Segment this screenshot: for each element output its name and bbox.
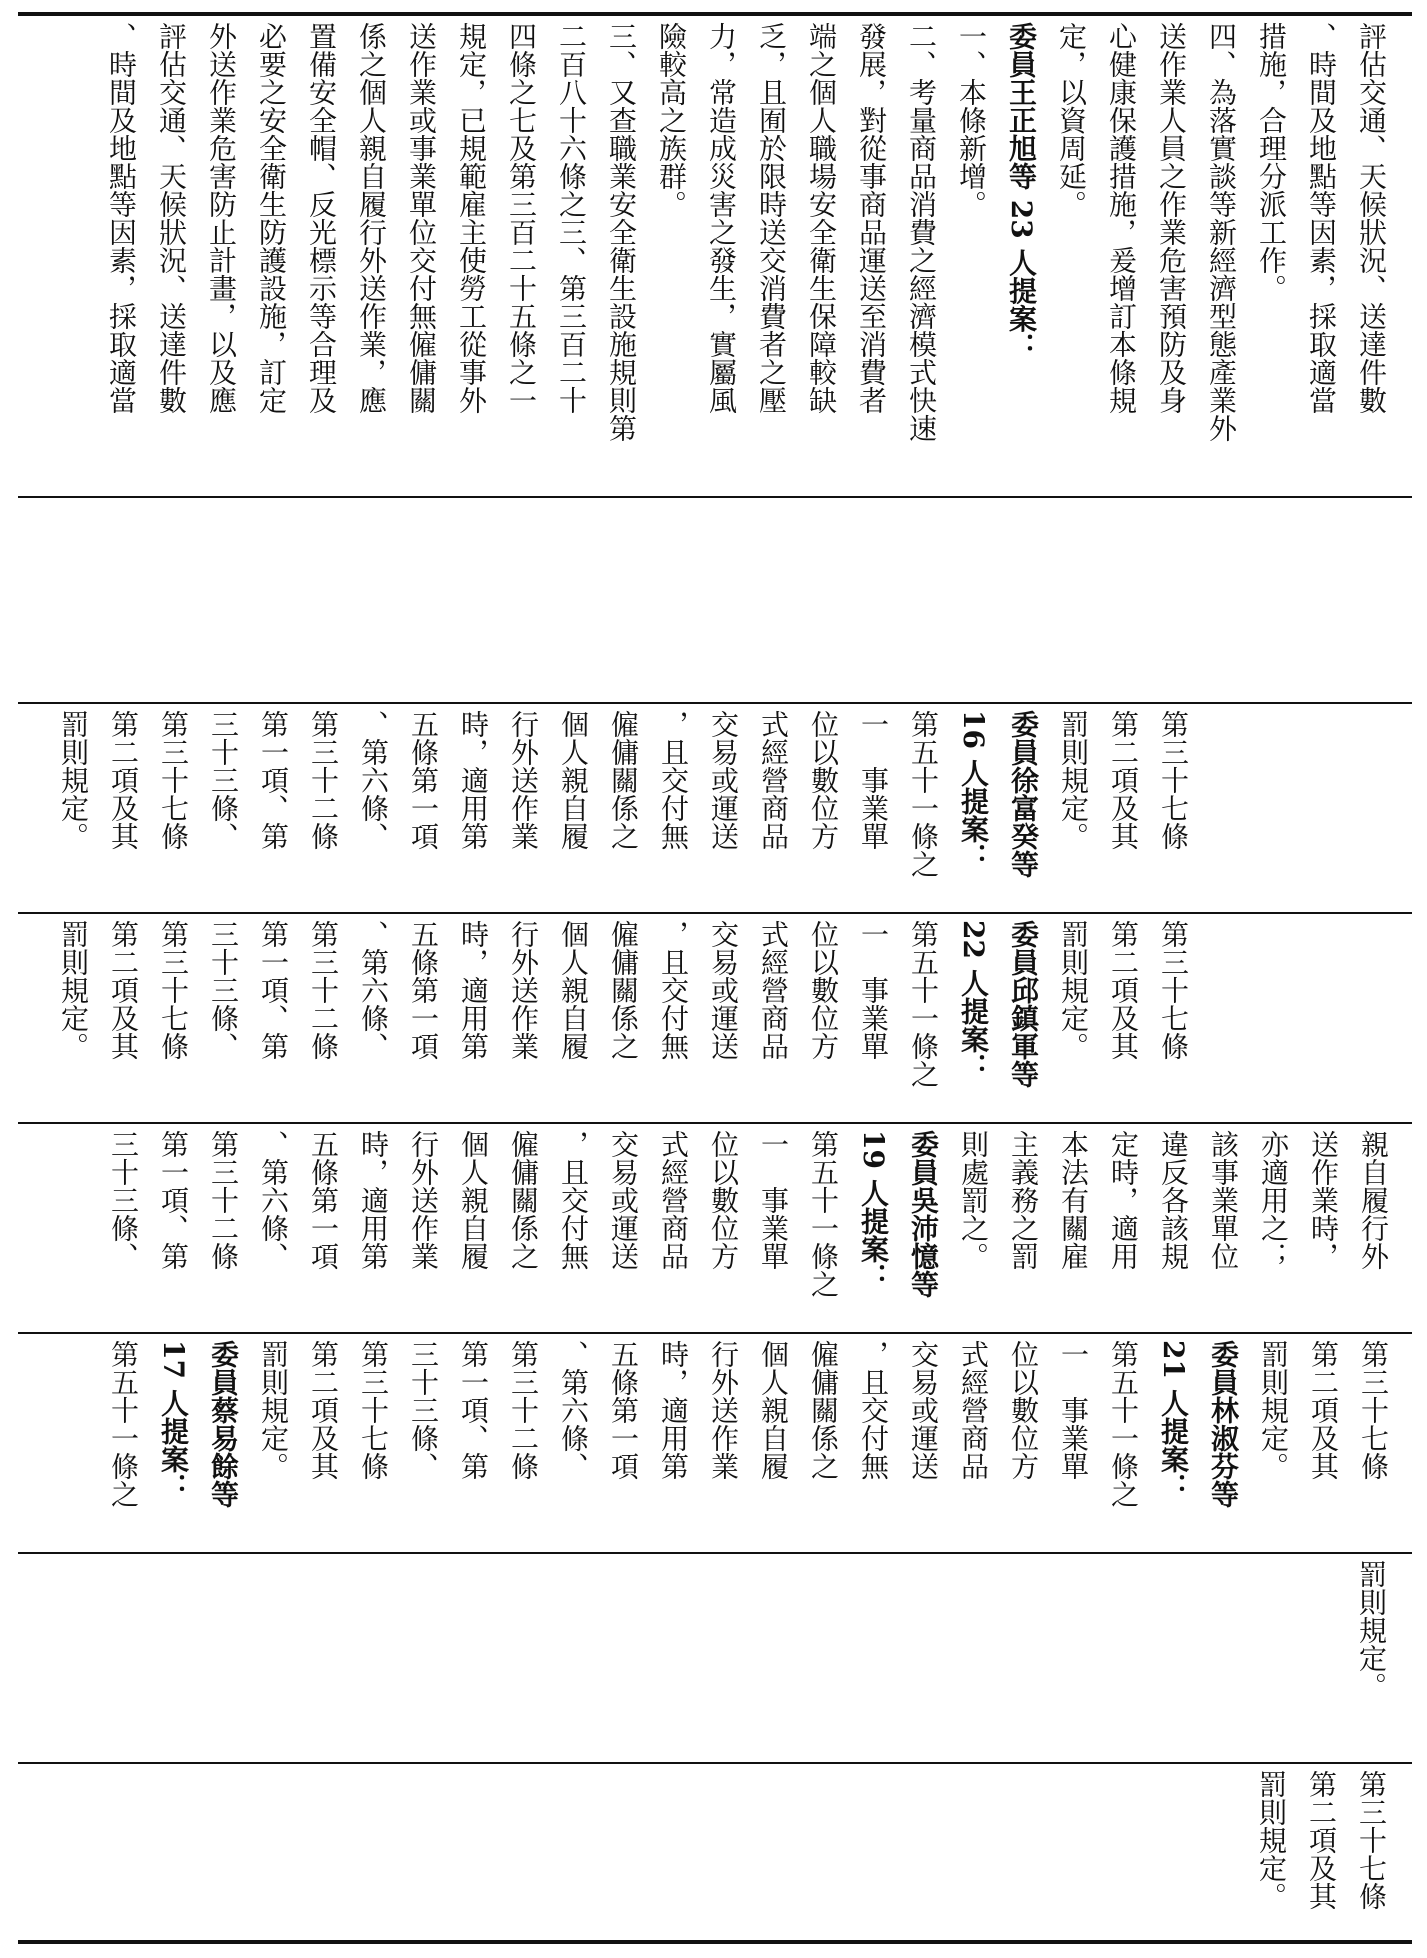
text-line: 五條第一項 bbox=[407, 920, 440, 1060]
text-line: 交易或運送 bbox=[607, 1130, 640, 1270]
text-line: 罰則規定。 bbox=[1255, 1770, 1288, 1910]
text-line: 第三十七條 bbox=[1157, 710, 1190, 850]
text-line: 第五十一條之 bbox=[1107, 1340, 1140, 1508]
text-line: 評估交通、天候狀況、送達件數 bbox=[1355, 22, 1388, 414]
text-line: 式經營商品 bbox=[657, 1130, 690, 1270]
text-line: 第三十七條 bbox=[1355, 1770, 1388, 1910]
text-line: 三十三條、 bbox=[407, 1340, 440, 1480]
text-line: 個人親自履 bbox=[757, 1340, 790, 1480]
text-line: 行外送作業 bbox=[407, 1130, 440, 1270]
text-line: 、時間及地點等因素，採取適當 bbox=[105, 22, 138, 414]
text-line: 僱傭關係之 bbox=[607, 920, 640, 1060]
text-line: 二百八十六條之三、第三百二十 bbox=[555, 22, 588, 414]
text-line: 三、又查職業安全衛生設施規則第 bbox=[605, 22, 638, 442]
text-line: 第三十二條 bbox=[307, 920, 340, 1060]
text-line: 一 事業單 bbox=[857, 920, 890, 1060]
text-line: 評估交通、天候狀況、送達件數 bbox=[155, 22, 188, 414]
text-line: 、第六條、 bbox=[557, 1340, 590, 1480]
text-line: 行外送作業 bbox=[707, 1340, 740, 1480]
table-rule-3 bbox=[18, 912, 1412, 914]
table-rule-2 bbox=[18, 702, 1412, 704]
text-line: 一 事業單 bbox=[757, 1130, 790, 1270]
text-line: 主義務之罰 bbox=[1007, 1130, 1040, 1270]
text-line: 位以數位方 bbox=[807, 710, 840, 850]
text-line: 三十三條、 bbox=[207, 710, 240, 850]
text-line: 五條第一項 bbox=[307, 1130, 340, 1270]
text-line: 第三十七條 bbox=[1157, 920, 1190, 1060]
proposal-column-1 bbox=[0, 710, 1198, 910]
text-line: 位以數位方 bbox=[807, 920, 840, 1060]
text-line: 僱傭關係之 bbox=[607, 710, 640, 850]
text-line: 親自履行外 bbox=[1357, 1130, 1390, 1270]
table-rule-4 bbox=[18, 1122, 1412, 1124]
text-line: 三十三條、 bbox=[207, 920, 240, 1060]
text-line: 發展，對從事商品運送至消費者 bbox=[855, 22, 888, 414]
proposal-heading: 委員蔡易餘等 bbox=[207, 1340, 240, 1508]
text-line: 、第六條、 bbox=[357, 710, 390, 850]
top-cell-text bbox=[0, 22, 1396, 492]
text-line: 第二項及其 bbox=[107, 710, 140, 850]
table-rule-7 bbox=[18, 1762, 1412, 1764]
table-rule-top bbox=[18, 12, 1412, 16]
text-line: ，且交付無 bbox=[657, 920, 690, 1060]
text-line: 端之個人職場安全衛生保障較缺 bbox=[805, 22, 838, 414]
text-line: 罰則規定。 bbox=[1057, 920, 1090, 1060]
proposal-heading: 16 人提案： bbox=[957, 710, 990, 871]
text-line: ，且交付無 bbox=[857, 1340, 890, 1480]
text-line: 個人親自履 bbox=[557, 710, 590, 850]
text-line: 位以數位方 bbox=[1007, 1340, 1040, 1480]
text-line: 時，適用第 bbox=[657, 1340, 690, 1480]
text-line: 第五十一條之 bbox=[807, 1130, 840, 1298]
text-line: 式經營商品 bbox=[757, 920, 790, 1060]
text-line: 四、為落實談等新經濟型態產業外 bbox=[1205, 22, 1238, 442]
text-line: 時，適用第 bbox=[457, 710, 490, 850]
text-line: 罰則規定。 bbox=[1057, 710, 1090, 850]
text-line: 罰則規定。 bbox=[57, 710, 90, 850]
text-line: 送作業或事業單位交付無僱傭關 bbox=[405, 22, 438, 414]
text-line: 第二項及其 bbox=[1305, 1770, 1338, 1910]
table-rule-5 bbox=[18, 1332, 1412, 1334]
proposal-heading: 19 人提案： bbox=[857, 1130, 890, 1291]
table-rule-bottom bbox=[18, 1940, 1412, 1944]
text-line: 則處罰之。 bbox=[957, 1130, 990, 1270]
proposal-column-3 bbox=[0, 1130, 1398, 1330]
text-line: 心健康保護措施，爰增訂本條規 bbox=[1105, 22, 1138, 414]
lower-cell-text bbox=[0, 1560, 1396, 1760]
proposal-column-4 bbox=[0, 1340, 1398, 1550]
text-line: 第二項及其 bbox=[107, 920, 140, 1060]
proposal-heading: 委員王正旭等 23 人提案： bbox=[1005, 22, 1038, 361]
text-line: 第三十七條 bbox=[357, 1340, 390, 1480]
proposal-heading: 委員林淑芬等 bbox=[1207, 1340, 1240, 1508]
text-line: 第一項、第 bbox=[257, 920, 290, 1060]
table-rule-1 bbox=[18, 496, 1412, 498]
bottom-cell-text bbox=[0, 1770, 1396, 1938]
text-line: 第一項、第 bbox=[457, 1340, 490, 1480]
text-line: 措施，合理分派工作。 bbox=[1255, 22, 1288, 302]
text-line: 外送作業危害防止計畫，以及應 bbox=[205, 22, 238, 414]
proposal-heading: 21 人提案： bbox=[1157, 1340, 1190, 1501]
text-line: 本法有關雇 bbox=[1057, 1130, 1090, 1270]
proposal-column-2 bbox=[0, 920, 1198, 1120]
text-line: 一 事業單 bbox=[1057, 1340, 1090, 1480]
text-line: 第三十七條 bbox=[157, 710, 190, 850]
text-line: 定，以資周延。 bbox=[1055, 22, 1088, 218]
text-line: 該事業單位 bbox=[1207, 1130, 1240, 1270]
text-line: 第二項及其 bbox=[1107, 920, 1140, 1060]
text-line: ，且交付無 bbox=[557, 1130, 590, 1270]
text-line: 行外送作業 bbox=[507, 710, 540, 850]
text-line: 個人親自履 bbox=[557, 920, 590, 1060]
text-line: 個人親自履 bbox=[457, 1130, 490, 1270]
text-line: 罰則規定。 bbox=[1257, 1340, 1290, 1480]
text-line: 五條第一項 bbox=[607, 1340, 640, 1480]
text-line: 第五十一條之 bbox=[907, 920, 940, 1088]
text-line: 交易或運送 bbox=[707, 920, 740, 1060]
text-line: 力，常造成災害之發生，實屬風 bbox=[705, 22, 738, 414]
text-line: 罰則規定。 bbox=[1355, 1560, 1388, 1700]
proposal-heading: 22 人提案： bbox=[957, 920, 990, 1081]
proposal-heading: 委員邱鎮軍等 bbox=[1007, 920, 1040, 1088]
proposal-heading: 委員徐富癸等 bbox=[1007, 710, 1040, 878]
text-line: ，且交付無 bbox=[657, 710, 690, 850]
text-line: 係之個人親自履行外送作業，應 bbox=[355, 22, 388, 414]
text-line: 僱傭關係之 bbox=[507, 1130, 540, 1270]
text-line: 第三十二條 bbox=[307, 710, 340, 850]
text-line: 第二項及其 bbox=[1307, 1340, 1340, 1480]
text-line: 第五十一條之 bbox=[107, 1340, 140, 1508]
text-line: 位以數位方 bbox=[707, 1130, 740, 1270]
text-line: 第三十二條 bbox=[207, 1130, 240, 1270]
text-line: 、第六條、 bbox=[257, 1130, 290, 1270]
text-line: 一 事業單 bbox=[857, 710, 890, 850]
text-line: 式經營商品 bbox=[957, 1340, 990, 1480]
text-line: 行外送作業 bbox=[507, 920, 540, 1060]
text-line: 險較高之族群。 bbox=[655, 22, 688, 218]
text-line: 式經營商品 bbox=[757, 710, 790, 850]
text-line: 僱傭關係之 bbox=[807, 1340, 840, 1480]
text-line: 第二項及其 bbox=[307, 1340, 340, 1480]
text-line: 時，適用第 bbox=[457, 920, 490, 1060]
text-line: 一、本條新增。 bbox=[955, 22, 988, 218]
text-line: 定時，適用 bbox=[1107, 1130, 1140, 1270]
text-line: 乏，且囿於限時送交消費者之壓 bbox=[755, 22, 788, 414]
text-line: 第二項及其 bbox=[1107, 710, 1140, 850]
text-line: 第三十二條 bbox=[507, 1340, 540, 1480]
table-rule-6 bbox=[18, 1552, 1412, 1554]
text-line: 二、考量商品消費之經濟模式快速 bbox=[905, 22, 938, 442]
text-line: 交易或運送 bbox=[707, 710, 740, 850]
text-line: 送作業時， bbox=[1307, 1130, 1340, 1270]
text-line: 四條之七及第三百二十五條之一 bbox=[505, 22, 538, 414]
text-line: 五條第一項 bbox=[407, 710, 440, 850]
text-line: 第一項、第 bbox=[157, 1130, 190, 1270]
text-line: 第五十一條之 bbox=[907, 710, 940, 878]
text-line: 、時間及地點等因素，採取適當 bbox=[1305, 22, 1338, 414]
text-line: 亦適用之； bbox=[1257, 1130, 1290, 1270]
text-line: 罰則規定。 bbox=[257, 1340, 290, 1480]
text-line: 置備安全帽、反光標示等合理及 bbox=[305, 22, 338, 414]
text-line: 第三十七條 bbox=[1357, 1340, 1390, 1480]
text-line: 第一項、第 bbox=[257, 710, 290, 850]
proposal-heading: 17 人提案： bbox=[157, 1340, 190, 1501]
text-line: 時，適用第 bbox=[357, 1130, 390, 1270]
text-line: 交易或運送 bbox=[907, 1340, 940, 1480]
text-line: 、第六條、 bbox=[357, 920, 390, 1060]
proposal-heading: 委員吳沛憶等 bbox=[907, 1130, 940, 1298]
text-line: 送作業人員之作業危害預防及身 bbox=[1155, 22, 1188, 414]
text-line: 必要之安全衛生防護設施，訂定 bbox=[255, 22, 288, 414]
text-line: 違反各該規 bbox=[1157, 1130, 1190, 1270]
text-line: 第三十七條 bbox=[157, 920, 190, 1060]
text-line: 罰則規定。 bbox=[57, 920, 90, 1060]
text-line: 三十三條、 bbox=[107, 1130, 140, 1270]
text-line: 規定，已規範雇主使勞工從事外 bbox=[455, 22, 488, 414]
